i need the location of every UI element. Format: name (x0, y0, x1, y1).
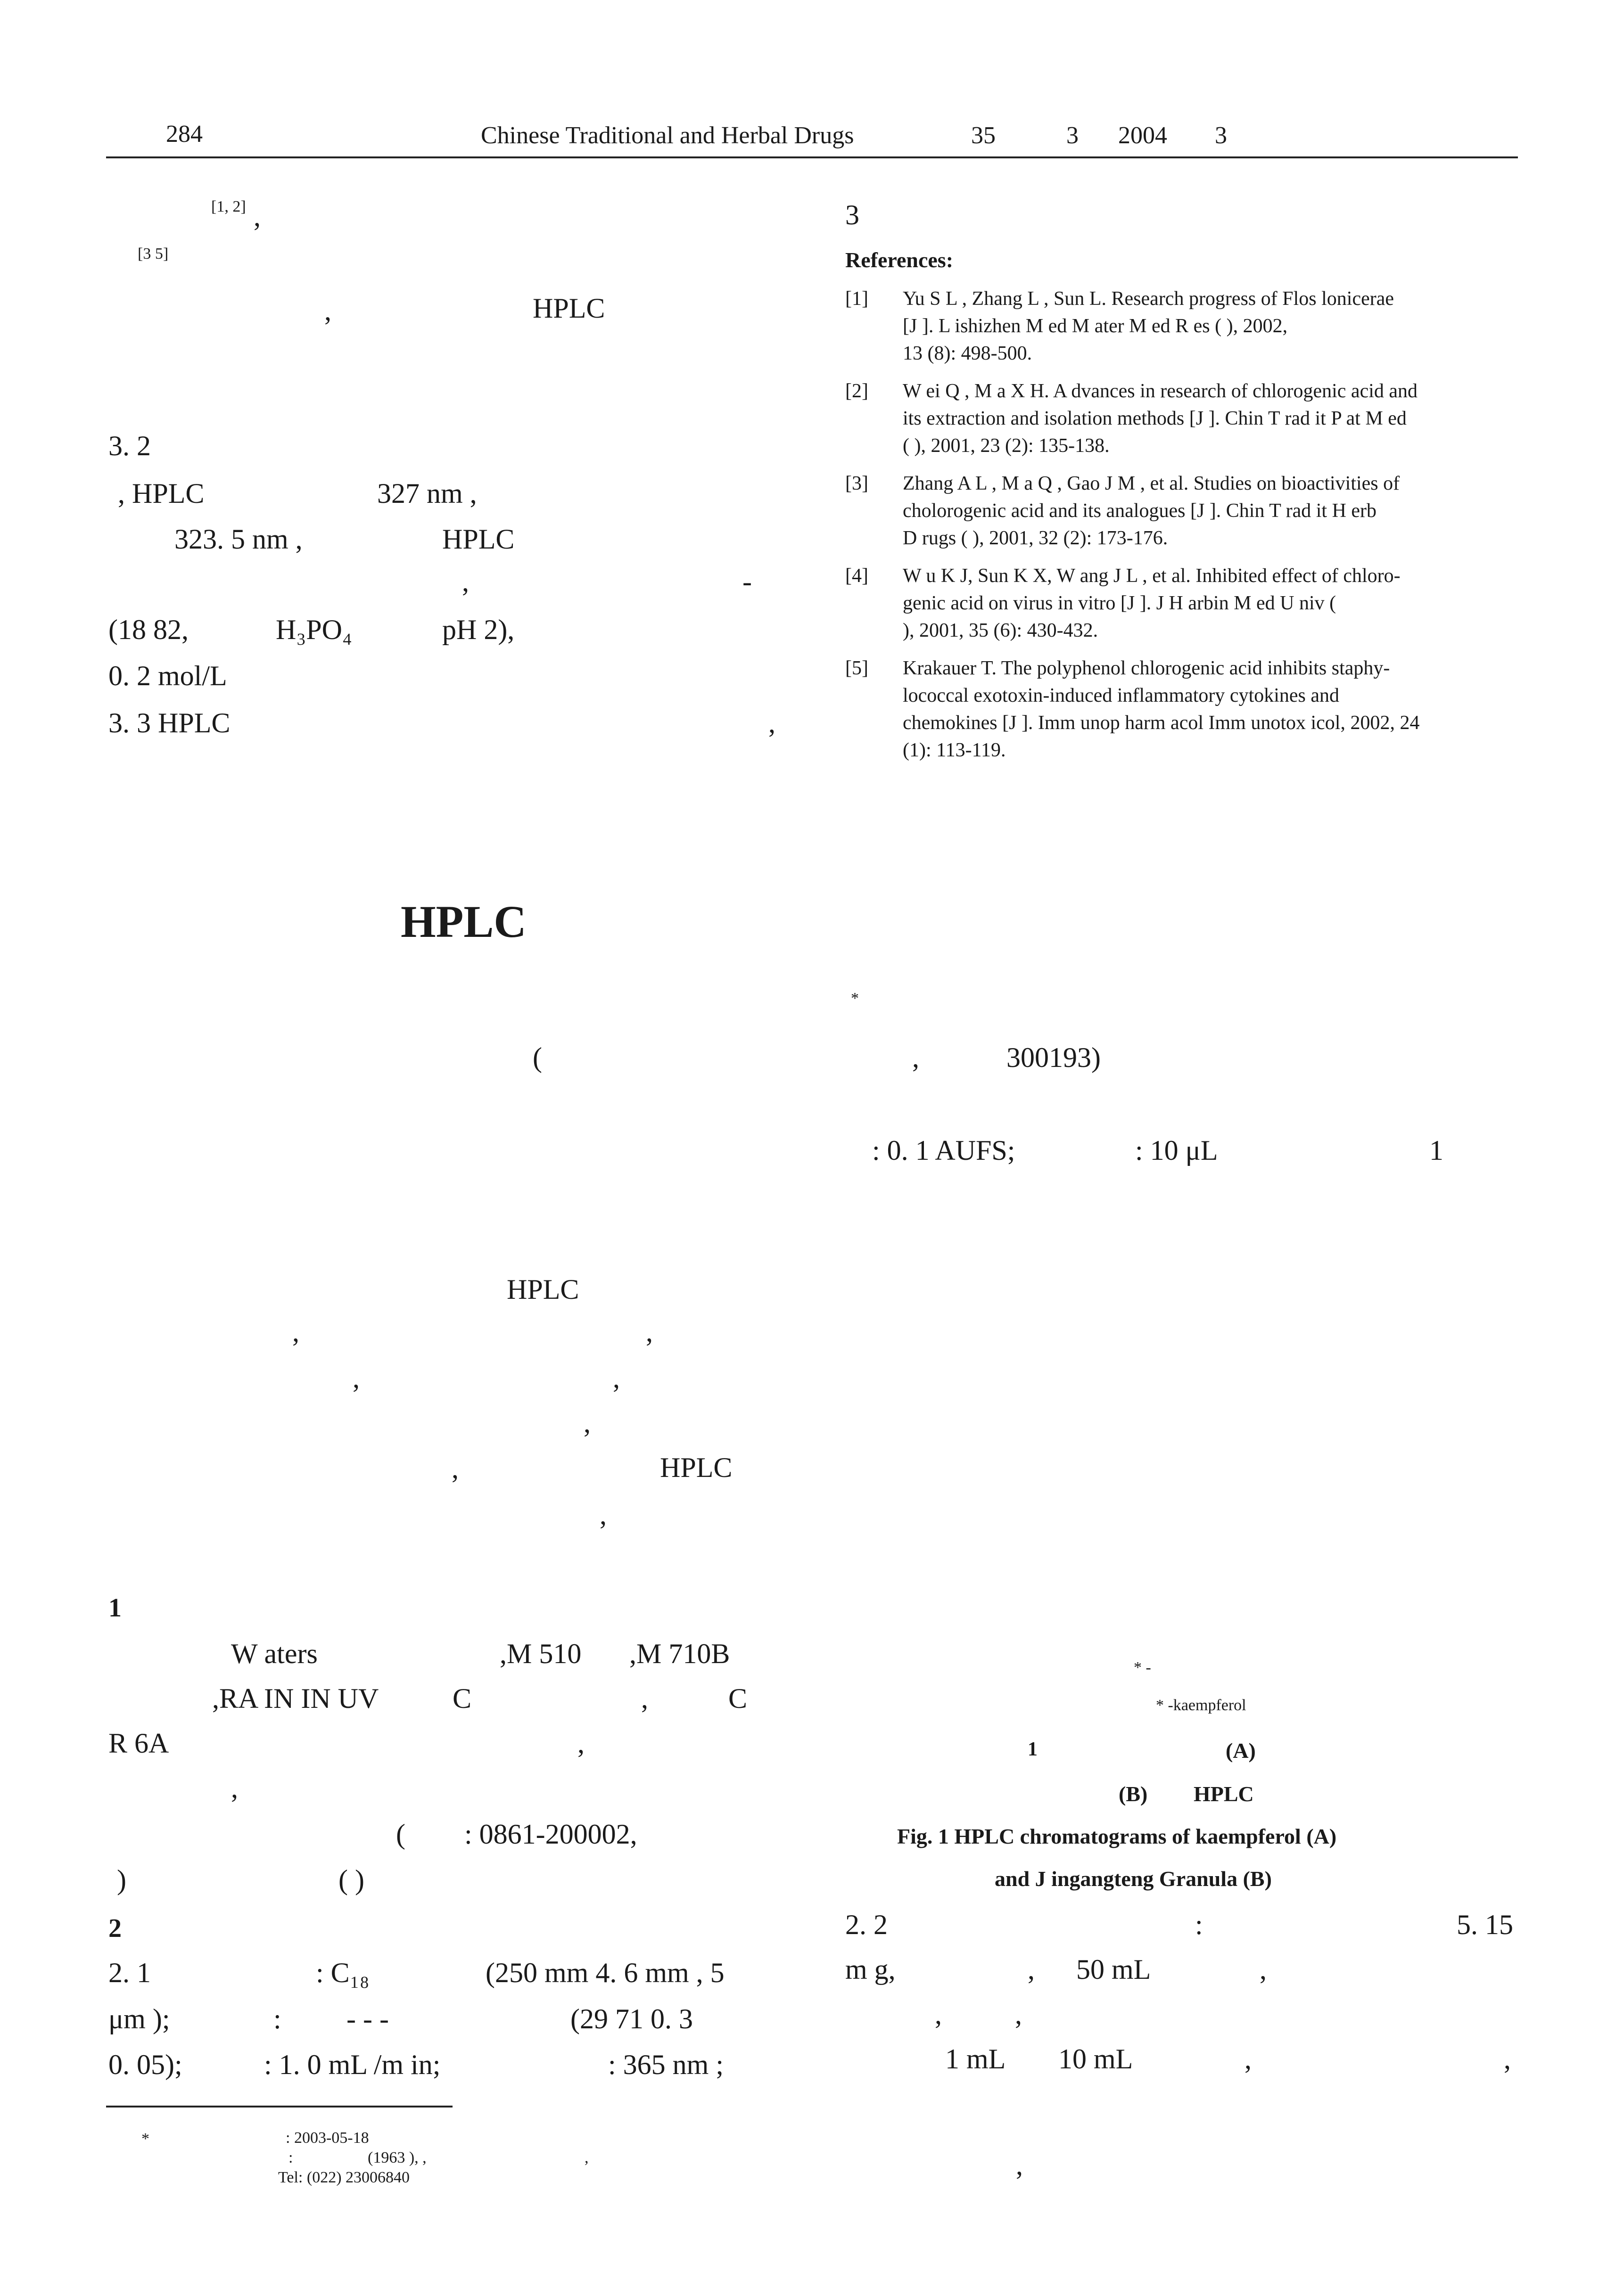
detector-sensitivity: : 0. 1 AUFS; (872, 1135, 1015, 1166)
text-line: , (462, 566, 469, 597)
volume-1ml: 1 mL (945, 2043, 1006, 2075)
comma: , (600, 1499, 607, 1530)
page-number: 284 (166, 121, 203, 148)
instrument-rainin: ,RA IN IN UV (212, 1683, 379, 1714)
comma: , (1260, 1954, 1267, 1985)
text-line: , HPLC (118, 478, 205, 509)
reference-number: [1] (845, 288, 868, 310)
section-2-2: 2. 2 (845, 1909, 888, 1940)
comma: , (613, 1362, 620, 1394)
section-1-heading: 1 (108, 1593, 122, 1623)
figure-caption-line-2: and J ingangteng Granula (B) (995, 1867, 1272, 1891)
reference-line: chemokines [J ]. Imm unop harm acol Imm unotox icol, 2002, 24 (903, 712, 1420, 734)
article-title: HPLC (401, 896, 527, 947)
mobile-phase-dashes: - - - (346, 2003, 389, 2034)
reference-line: Yu S L , Zhang L , Sun L. Research progress of Flos lonicerae (903, 288, 1394, 310)
comma: , (231, 1772, 238, 1804)
comma: , (646, 1316, 653, 1347)
mobile-phase-ratio: (29 71 0. 3 (570, 2003, 693, 2034)
footnote-rule (106, 2106, 453, 2107)
hplc-text: HPLC (533, 293, 605, 324)
colon: : (273, 2003, 281, 2034)
figure-panel-a: (A) (1226, 1738, 1256, 1763)
reference-number: [3] (845, 473, 868, 494)
reference-line: lococcal exotoxin-induced inflammatory cytokines and (903, 685, 1340, 706)
comma: , (768, 707, 775, 738)
comma: , (935, 1999, 942, 2030)
comma: , (1016, 2149, 1023, 2181)
column-type: : C₁₈ (316, 1957, 370, 1988)
text-line: (18 82, (108, 614, 189, 645)
comma: , (353, 1362, 360, 1394)
lot-number: : 0861-200002, (464, 1819, 637, 1850)
comma: , (292, 1316, 299, 1347)
reference-number: [5] (845, 657, 868, 679)
text-line: pH 2), (442, 614, 515, 645)
comma: , (1028, 1954, 1035, 1985)
section-3-3: 3. 3 HPLC (108, 707, 231, 738)
paren-open: ( (396, 1819, 405, 1850)
paren-close: ) (117, 1864, 126, 1895)
text-line: HPLC (442, 524, 515, 555)
text-line: - (742, 566, 752, 597)
reference-line: genic acid on virus in vitro [J ]. J H arbin M ed U niv ( (903, 592, 1336, 614)
instrument-m510: ,M 510 (500, 1638, 582, 1669)
comma: , (324, 295, 331, 326)
reference-number: [4] (845, 565, 868, 587)
citation-1-2: [1, 2] (211, 198, 246, 215)
comma: , (641, 1683, 648, 1714)
reference-line: Krakauer T. The polyphenol chlorogenic acid inhibits staphy- (903, 657, 1390, 679)
reference-line: (1): 113-119. (903, 739, 1006, 761)
footnote-star: * (141, 2130, 149, 2148)
affiliation-comma: , (912, 1042, 919, 1073)
comma: , (1244, 2043, 1252, 2075)
reference-line: [J ]. L ishizhen M ed M ater M ed R es ( ), 2002, (903, 315, 1288, 337)
mass-unit: m g, (845, 1954, 896, 1985)
comma: , (452, 1453, 459, 1484)
figure-panel-b: (B) (1119, 1782, 1148, 1806)
reference-line: D rugs ( ), 2001, 32 (2): 173-176. (903, 527, 1168, 549)
flow-rate: : 1. 0 mL /m in; (264, 2049, 441, 2080)
reference-line: 13 (8): 498-500. (903, 343, 1032, 364)
comma: , (254, 201, 261, 232)
author-info: (1963 ), , (368, 2149, 427, 2166)
reference-line: its extraction and isolation methods [J ]. Chin T rad it P at M ed (903, 408, 1407, 429)
references-label: References: (845, 248, 954, 272)
hplc-text: HPLC (660, 1452, 733, 1483)
instrument-r6a: R 6A (108, 1728, 169, 1759)
journal-volume: 35 (971, 122, 996, 149)
affiliation-open: ( (533, 1042, 542, 1073)
text-line: 323. 5 nm , (174, 524, 303, 555)
text-c: C (728, 1683, 748, 1714)
comma: , (1015, 1999, 1022, 2030)
section-3-2: 3. 2 (108, 430, 151, 461)
header-rule (106, 156, 1518, 158)
section-2-heading: 2 (108, 1914, 122, 1943)
volume-10ml: 10 mL (1058, 2043, 1133, 2075)
reference-line: W ei Q , M a X H. A dvances in research of chlorogenic acid and (903, 380, 1418, 402)
journal-title: Chinese Traditional and Herbal Drugs (481, 122, 854, 149)
author-comma: , (585, 2149, 589, 2166)
comma: , (1504, 2043, 1511, 2075)
comma: , (577, 1728, 585, 1759)
reference-line: cholorogenic acid and its analogues [J ]. Chin T rad it H erb (903, 500, 1377, 522)
hplc-text: HPLC (507, 1274, 579, 1305)
injection-number: 1 (1429, 1135, 1443, 1166)
figure-label-kaempferol: * -kaempferol (1156, 1697, 1246, 1714)
instrument-m710b: ,M 710B (629, 1638, 730, 1669)
figure-hplc: HPLC (1194, 1782, 1254, 1806)
figure-label-star-dash: * - (1134, 1659, 1151, 1676)
text-line: 327 nm , (377, 478, 477, 509)
comma: , (584, 1407, 591, 1438)
author-asterisk: * (851, 990, 859, 1007)
colon: : (1195, 1909, 1203, 1940)
section-2-1: 2. 1 (108, 1957, 151, 1988)
instrument-waters: W aters (231, 1638, 318, 1669)
reference-line: ( ), 2001, 23 (2): 135-138. (903, 435, 1110, 457)
reference-number: [2] (845, 380, 868, 402)
particle-size: μm ); (108, 2003, 170, 2034)
section-3-heading: 3 (845, 199, 859, 230)
column-dimensions: (250 mm 4. 6 mm , 5 (486, 1957, 725, 1988)
paren-pair: ( ) (338, 1864, 364, 1895)
reference-line: Zhang A L , M a Q , Gao J M , et al. Studies on bioactivities of (903, 473, 1400, 494)
journal-issue: 3 (1066, 122, 1079, 149)
affiliation-postcode: 300193) (1006, 1042, 1101, 1073)
figure-number: 1 (1028, 1738, 1038, 1760)
sample-mass: 5. 15 (1457, 1909, 1513, 1940)
figure-caption-line-1: Fig. 1 HPLC chromatograms of kaempferol (A) (897, 1824, 1337, 1848)
author-colon: : (288, 2149, 293, 2166)
text-line: 0. 2 mol/L (108, 660, 227, 691)
reference-line: ), 2001, 35 (6): 430-432. (903, 620, 1098, 641)
mobile-phase-ratio-2: 0. 05); (108, 2049, 182, 2080)
citation-3-5: [3 5] (138, 245, 169, 262)
volume-50ml: 50 mL (1076, 1954, 1151, 1985)
received-date: : 2003-05-18 (286, 2129, 369, 2147)
injection-volume: : 10 μL (1135, 1135, 1218, 1166)
text-c: C (453, 1683, 472, 1714)
journal-month: 3 (1215, 122, 1227, 149)
telephone: Tel: (022) 23006840 (278, 2169, 410, 2186)
text-line: H₃PO₄ (276, 614, 352, 645)
journal-year: 2004 (1118, 122, 1167, 149)
reference-line: W u K J, Sun K X, W ang J L , et al. Inhibited effect of chloro- (903, 565, 1401, 587)
detection-wavelength: : 365 nm ; (608, 2049, 724, 2080)
